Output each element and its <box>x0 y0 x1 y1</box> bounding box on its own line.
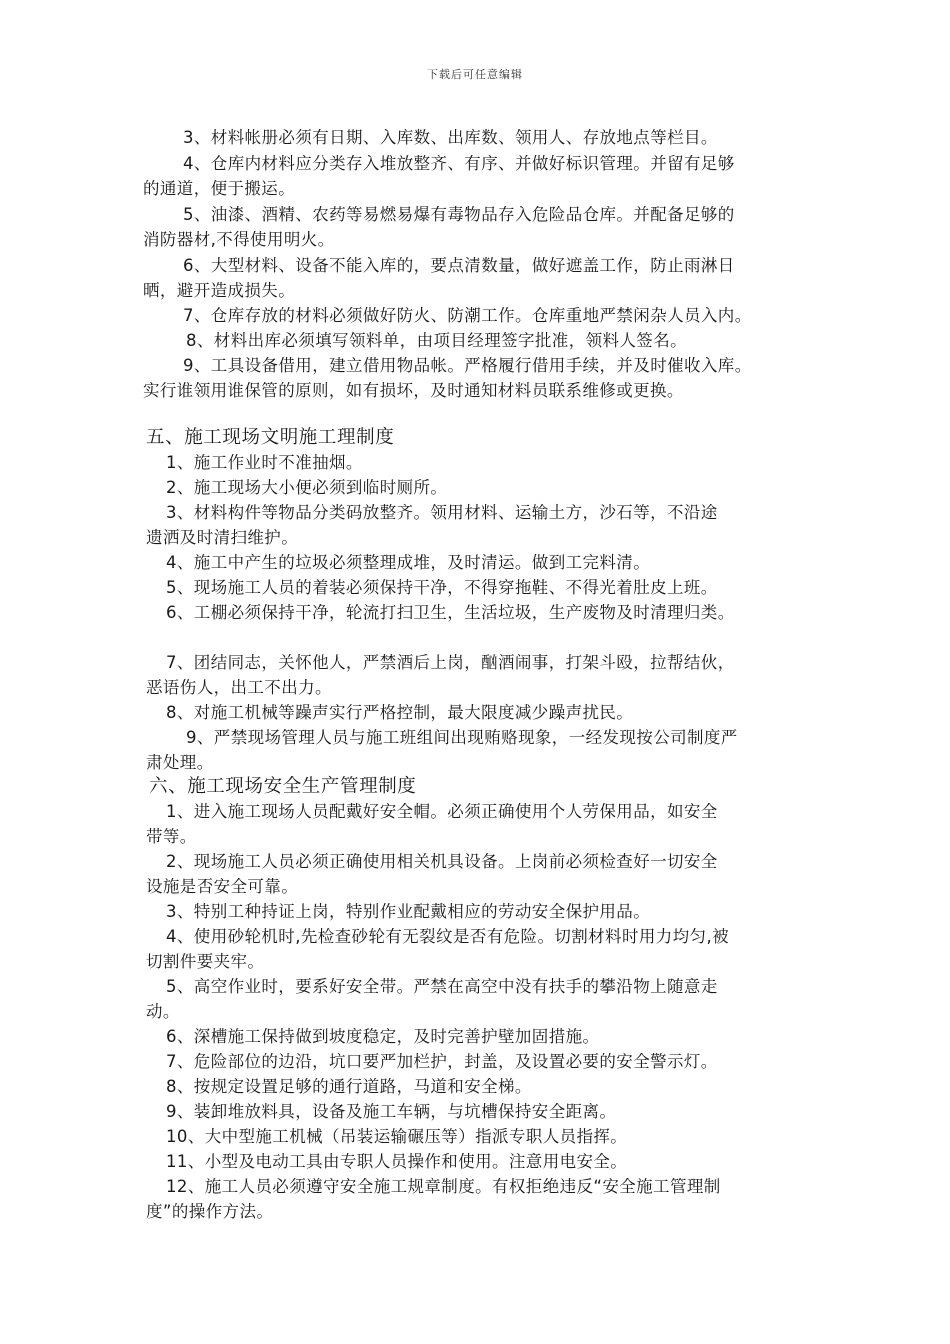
paragraph-line: 3、材料构件等物品分类码放整齐。领用材料、运输土方，沙石等，不沿途 <box>166 503 718 522</box>
paragraph-line: 11、小型及电动工具由专职人员操作和使用。注意用电安全。 <box>166 1152 628 1171</box>
paragraph-line: 消防器材,不得使用明火。 <box>143 230 335 249</box>
paragraph-line: 5、高空作业时，要系好安全带。严禁在高空中没有扶手的攀沿物上随意走 <box>166 977 718 996</box>
paragraph-line: 4、使用砂轮机时,先检查砂轮有无裂纹是否有危险。切割材料时用力均匀,被 <box>166 927 729 946</box>
paragraph-line: 12、施工人员必须遵守安全施工规章制度。有权拒绝违反“安全施工管理制 <box>166 1177 721 1196</box>
paragraph-line: 实行谁领用谁保管的原则，如有损坏，及时通知材料员联系维修或更换。 <box>143 381 684 400</box>
paragraph-line: 恶语伤人，出工不出力。 <box>146 678 332 697</box>
paragraph-line: 动。 <box>146 1002 180 1021</box>
page-header: 下载后可任意编辑 <box>427 68 523 81</box>
paragraph-line: 9、装卸堆放料具，设备及施工车辆，与坑槽保持安全距离。 <box>166 1102 617 1121</box>
paragraph-line: 6、工棚必须保持干净，轮流打扫卫生，生活垃圾，生产废物及时清理归类。 <box>166 603 735 622</box>
paragraph-line: 晒，避开造成损失。 <box>143 281 296 300</box>
paragraph-line: 6、大型材料、设备不能入库的，要点清数量，做好遮盖工作，防止雨淋日 <box>183 256 735 275</box>
paragraph-line: 3、特别工种持证上岗，特别作业配戴相应的劳动安全保护用品。 <box>166 902 651 921</box>
paragraph-line: 10、大中型施工机械（吊装运输碾压等）指派专职人员指挥。 <box>166 1127 628 1146</box>
paragraph-line: 6、深槽施工保持做到坡度稳定，及时完善护壁加固措施。 <box>166 1027 600 1046</box>
paragraph-line: 度”的操作方法。 <box>146 1202 274 1221</box>
paragraph-line: 带等。 <box>146 827 197 846</box>
paragraph-line: 5、油漆、酒精、农药等易燃易爆有毒物品存入危险品仓库。并配备足够的 <box>183 205 735 224</box>
paragraph-line: 8、按规定设置足够的通行道路，马道和安全梯。 <box>166 1077 532 1096</box>
paragraph-line: 7、仓库存放的材料必须做好防火、防潮工作。仓库重地严禁闲杂人员入内。 <box>183 306 752 325</box>
paragraph-line: 2、施工现场大小便必须到临时厕所。 <box>166 478 448 497</box>
paragraph-line: 切割件要夹牢。 <box>146 952 265 971</box>
section-heading: 六、施工现场安全生产管理制度 <box>149 776 417 797</box>
paragraph-line: 8、材料出库必须填写领料单，由项目经理签字批准，领料人签名。 <box>186 331 687 350</box>
paragraph-line: 2、现场施工人员必须正确使用相关机具设备。上岗前必须检查好一切安全 <box>166 852 718 871</box>
paragraph-line: 1、施工作业时不准抽烟。 <box>166 453 363 472</box>
paragraph-line: 7、危险部位的边沿，坑口要严加栏护，封盖，及设置必要的安全警示灯。 <box>166 1052 718 1071</box>
section-heading: 五、施工现场文明施工理制度 <box>146 427 395 448</box>
paragraph-line: 9、严禁现场管理人员与施工班组间出现贿赂现象，一经发现按公司制度严 <box>186 728 738 747</box>
paragraph-line: 肃处理。 <box>146 753 214 772</box>
paragraph-line: 9、工具设备借用，建立借用物品帐。严格履行借用手续，并及时催收入库。 <box>183 356 752 375</box>
paragraph-line: 遗洒及时清扫维护。 <box>146 528 299 547</box>
paragraph-line: 1、进入施工现场人员配戴好安全帽。必须正确使用个人劳保用品，如安全 <box>166 802 718 821</box>
paragraph-line: 的通道，便于搬运。 <box>143 179 296 198</box>
paragraph-line: 5、现场施工人员的着装必须保持干净，不得穿拖鞋、不得光着肚皮上班。 <box>166 578 718 597</box>
paragraph-line: 设施是否安全可靠。 <box>146 877 299 896</box>
paragraph-line: 4、仓库内材料应分类存入堆放整齐、有序、并做好标识管理。并留有足够 <box>183 154 735 173</box>
paragraph-line: 8、对施工机械等躁声实行严格控制，最大限度减少躁声扰民。 <box>166 703 634 722</box>
paragraph-line: 4、施工中产生的垃圾必须整理成堆，及时清运。做到工完料清。 <box>166 553 651 572</box>
paragraph-line: 7、团结同志，关怀他人，严禁酒后上岗，酗酒闹事，打架斗殴，拉帮结伙， <box>166 653 735 672</box>
paragraph-line: 3、材料帐册必须有日期、入库数、出库数、领用人、存放地点等栏目。 <box>183 128 718 147</box>
